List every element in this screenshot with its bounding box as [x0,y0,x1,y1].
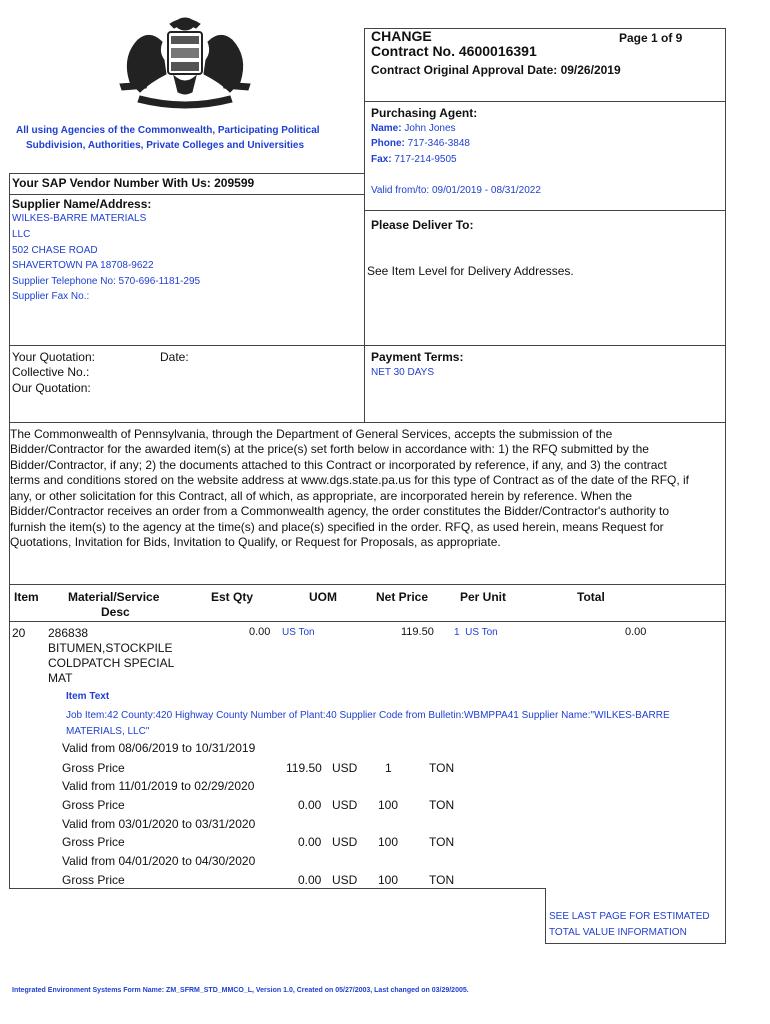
pricing-currency: USD [332,873,358,887]
pricing-qty: 1 [385,761,392,775]
supplier-line: WILKES-BARRE MATERIALS [12,213,147,224]
col-header-uom: UOM [309,590,337,604]
pricing-unit: TON [429,873,455,887]
supplier-line: SHAVERTOWN PA 18708-9622 [12,260,154,271]
page-number: Page 1 of 9 [619,31,683,45]
pricing-valid: Valid from 08/06/2019 to 10/31/2019 [62,741,256,755]
pricing-label: Gross Price [62,835,125,849]
terms-line: any, or other solicitation for this Contract, all of which, as appropriate, are incorporated herein by reference. When the [10,489,633,503]
col-header-per-unit: Per Unit [460,590,507,604]
pricing-currency: USD [332,835,358,849]
pennsylvania-seal-icon [100,12,270,112]
pricing-label: Gross Price [62,873,125,887]
purchasing-agent-heading: Purchasing Agent: [371,106,478,120]
deliver-text: See Item Level for Delivery Addresses. [367,264,574,278]
terms-line: Bidder/Contractor, if any; 2) the documents attached to this Contract or incorporated by reference, if any, and 3) the contract [10,458,667,472]
pricing-qty: 100 [378,873,399,887]
col-header-total: Total [577,590,605,604]
row-net-price: 119.50 [401,626,434,638]
agencies-text-line-1: All using Agencies of the Commonwealth, Participating Political [16,125,320,136]
supplier-line: 502 CHASE ROAD [12,245,98,256]
terms-line: The Commonwealth of Pennsylvania, through the Department of General Services, accepts the submission of the [10,427,613,441]
payment-terms-heading: Payment Terms: [371,350,464,364]
row-item-number: 20 [12,626,26,640]
pricing-currency: USD [332,798,358,812]
pricing-unit: TON [429,761,455,775]
col-header-desc: Desc [101,605,130,619]
row-total: 0.00 [625,626,647,638]
pricing-currency: USD [332,761,358,775]
col-header-item: Item [14,590,39,604]
row-material-number: 286838 [48,626,89,640]
pricing-valid: Valid from 11/01/2019 to 02/29/2020 [62,779,255,793]
col-header-est-qty: Est Qty [211,590,254,604]
row-desc-line: BITUMEN,STOCKPILE [48,641,173,655]
terms-line: furnish the item(s) to the agency at the time(s) and place(s) specified in the order. RFQ, as used herein, means Request for [10,520,664,534]
terms-line: Quotations, Invitation for Bids, Invitation to Qualify, or Request for Proposals, as appropriate. [10,535,501,549]
payment-terms-value: NET 30 DAYS [371,367,434,378]
our-quotation-label: Our Quotation: [12,381,91,395]
pricing-qty: 100 [378,835,399,849]
agencies-text-line-2: Subdivision, Authorities, Private Colleges and Universities [26,140,305,151]
supplier-line: LLC [12,229,31,240]
your-quotation-label: Your Quotation: [12,350,95,364]
pricing-valid: Valid from 04/01/2020 to 04/30/2020 [62,854,256,868]
pricing-valid: Valid from 03/01/2020 to 03/31/2020 [62,817,256,831]
see-last-page-line: SEE LAST PAGE FOR ESTIMATED [549,911,710,922]
row-per-unit: 1 US Ton [454,627,498,638]
agent-name: Name: John Jones [371,123,456,134]
pricing-amount: 0.00 [298,835,322,849]
deliver-heading: Please Deliver To: [371,218,474,232]
row-desc-line: COLDPATCH SPECIAL [48,656,175,670]
pricing-unit: TON [429,798,455,812]
row-est-qty: 0.00 [249,626,271,638]
approval-date: Contract Original Approval Date: 09/26/2019 [371,63,621,77]
pricing-amount: 0.00 [298,798,322,812]
valid-from-to: Valid from/to: 09/01/2019 - 08/31/2022 [371,185,541,196]
col-header-material: Material/Service [68,590,160,604]
col-header-net-price: Net Price [376,590,429,604]
terms-line: Bidder/Contractor for the awarded item(s) at the price(s) set forth below in accordance with: 1) the RFQ submitted by the [10,442,649,456]
row-desc-line: MAT [48,671,73,685]
pricing-qty: 100 [378,798,399,812]
change-label: CHANGE [371,28,432,44]
item-text-heading: Item Text [66,691,110,702]
date-label: Date: [160,350,189,364]
see-last-page-line: TOTAL VALUE INFORMATION [549,927,687,938]
row-uom: US Ton [282,627,315,638]
sap-vendor-number: Your SAP Vendor Number With Us: 209599 [12,176,255,190]
pricing-amount: 0.00 [298,873,322,887]
agent-phone: Phone: 717-346-3848 [371,138,470,149]
pricing-label: Gross Price [62,798,125,812]
supplier-heading: Supplier Name/Address: [12,197,152,211]
form-footer: Integrated Environment Systems Form Name: ZM_SFRM_STD_MMCO_L, Version 1.0, Created on 05/27/2003, Last changed on 03/29/2005. [12,987,469,994]
pricing-amount: 119.50 [286,761,322,775]
terms-line: Bidder/Contractor receives an order from a Commonwealth agency, the order constitutes the Bidder/Contractor's authority to [10,504,670,518]
collective-no-label: Collective No.: [12,365,90,379]
agent-fax: Fax: 717-214-9505 [371,154,457,165]
supplier-telephone: Supplier Telephone No: 570-696-1181-295 [12,276,201,287]
contract-number: Contract No. 4600016391 [371,43,537,59]
item-text-line: MATERIALS, LLC" [66,726,150,737]
pricing-label: Gross Price [62,761,125,775]
supplier-fax: Supplier Fax No.: [12,291,90,302]
terms-line: terms and conditions stored on the website address at www.dgs.state.pa.us for this type of Contract as of the date of the RFQ, if [10,473,690,487]
pricing-unit: TON [429,835,455,849]
item-text-line: Job Item:42 County:420 Highway County Number of Plant:40 Supplier Code from Bulletin:WBMPPA41 Supplier Name:"WILKES-BARRE [66,710,670,721]
